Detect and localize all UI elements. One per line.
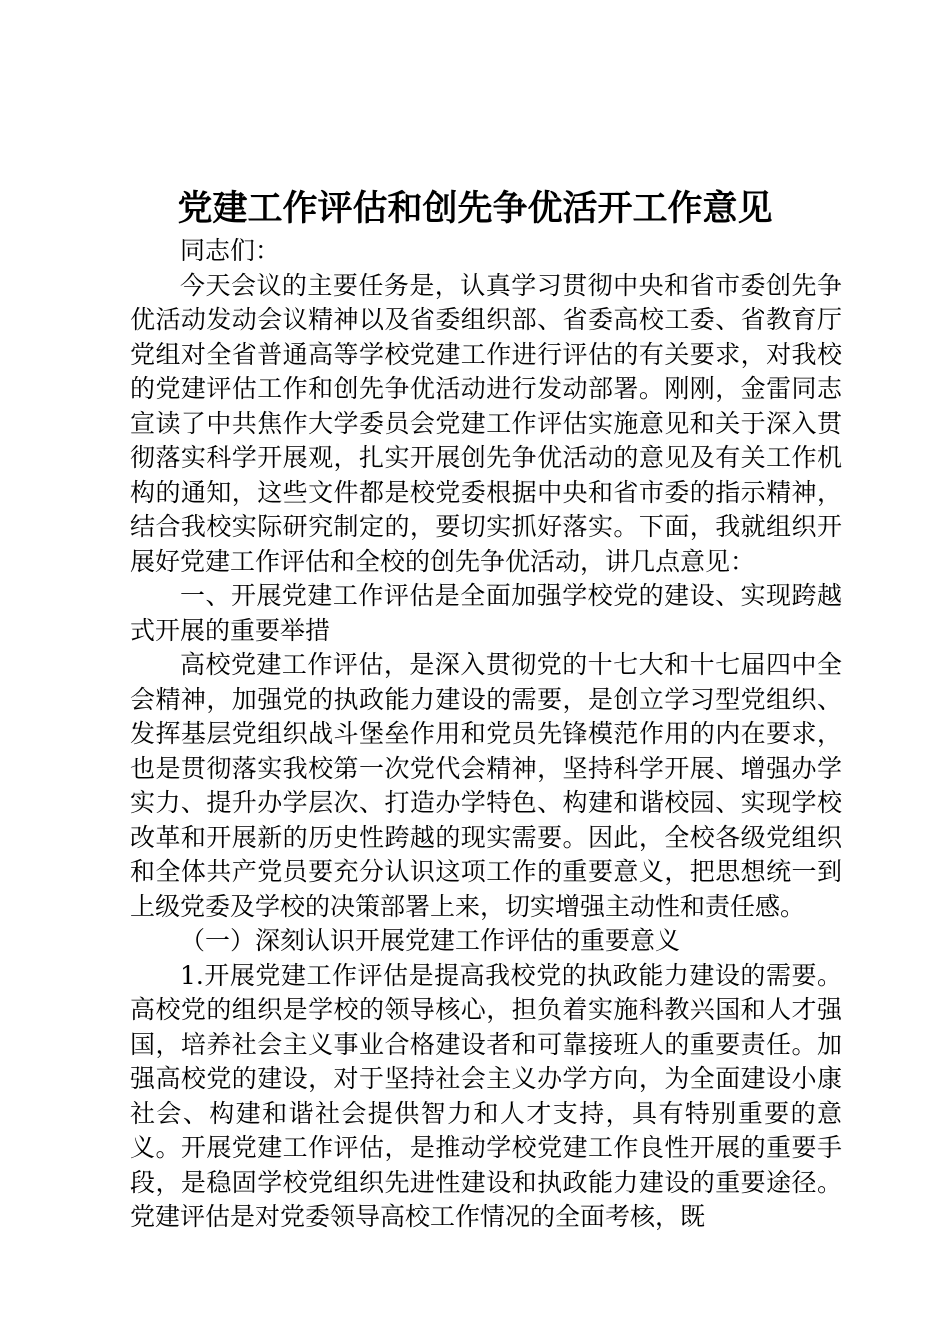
paragraph-section-1: 高校党建工作评估，是深入贯彻党的十七大和十七届四中全会精神，加强党的执政能力建设的需要，是创立学习型党组织、发挥基层党组织战斗堡垒作用和党员先锋模范作用的内在要求，也是贯彻落实我校第一次党代会精神，坚持科学开展、增强办学实力、提升办学层次、打造办学特色、构建和谐校园、实现学校改革和开展新的历史性跨越的现实需要。因此，全校各级党组织和全体共产党员要充分认识这项工作的重要意义，把思想统一到上级党委及学校的决策部署上来，切实增强主动性和责任感。 — [130, 650, 842, 921]
paragraph-intro: 今天会议的主要任务是，认真学习贯彻中央和省市委创先争优活动发动会议精神以及省委组织部、省委高校工委、省教育厅党组对全省普通高等学校党建工作进行评估的有关要求，对我校的党建评估工作和创先争优活动进行发动部署。刚刚，金雷同志宣读了中共焦作大学委员会党建工作评估实施意见和关于深入贯彻落实科学开展观，扎实开展创先争优活动的意见及有关工作机构的通知，这些文件都是校党委根据中央和省市委的指示精神，结合我校实际研究制定的，要切实抓好落实。下面，我就组织开展好党建工作评估和全校的创先争优活动，讲几点意见： — [130, 270, 842, 576]
document-title: 党建工作评估和创先争优活开工作意见 — [177, 188, 773, 229]
document-body — [130, 234, 842, 1235]
subsection-heading-1: （一）深刻认识开展党建工作评估的重要意义 — [180, 926, 681, 955]
paragraph-point-1: 1.开展党建工作评估是提高我校党的执政能力建设的需要。高校党的组织是学校的领导核心，担负着实施科教兴国和人才强国，培养社会主义事业合格建设者和可靠接班人的重要责任。加强高校党的建设，对于坚持社会主义办学方向，为全面建设小康社会、构建和谐社会提供智力和人才支持，具有特别重要的意义。开展党建工作评估，是推动学校党建工作良性开展的重要手段，是稳固学校党组织先进性建设和执政能力建设的重要途径。党建评估是对党委领导高校工作情况的全面考核，既 — [130, 960, 842, 1231]
salutation: 同志们： — [180, 236, 281, 265]
section-heading-1: 一、开展党建工作评估是全面加强学校党的建设、实现跨越式开展的重要举措 — [130, 581, 842, 645]
